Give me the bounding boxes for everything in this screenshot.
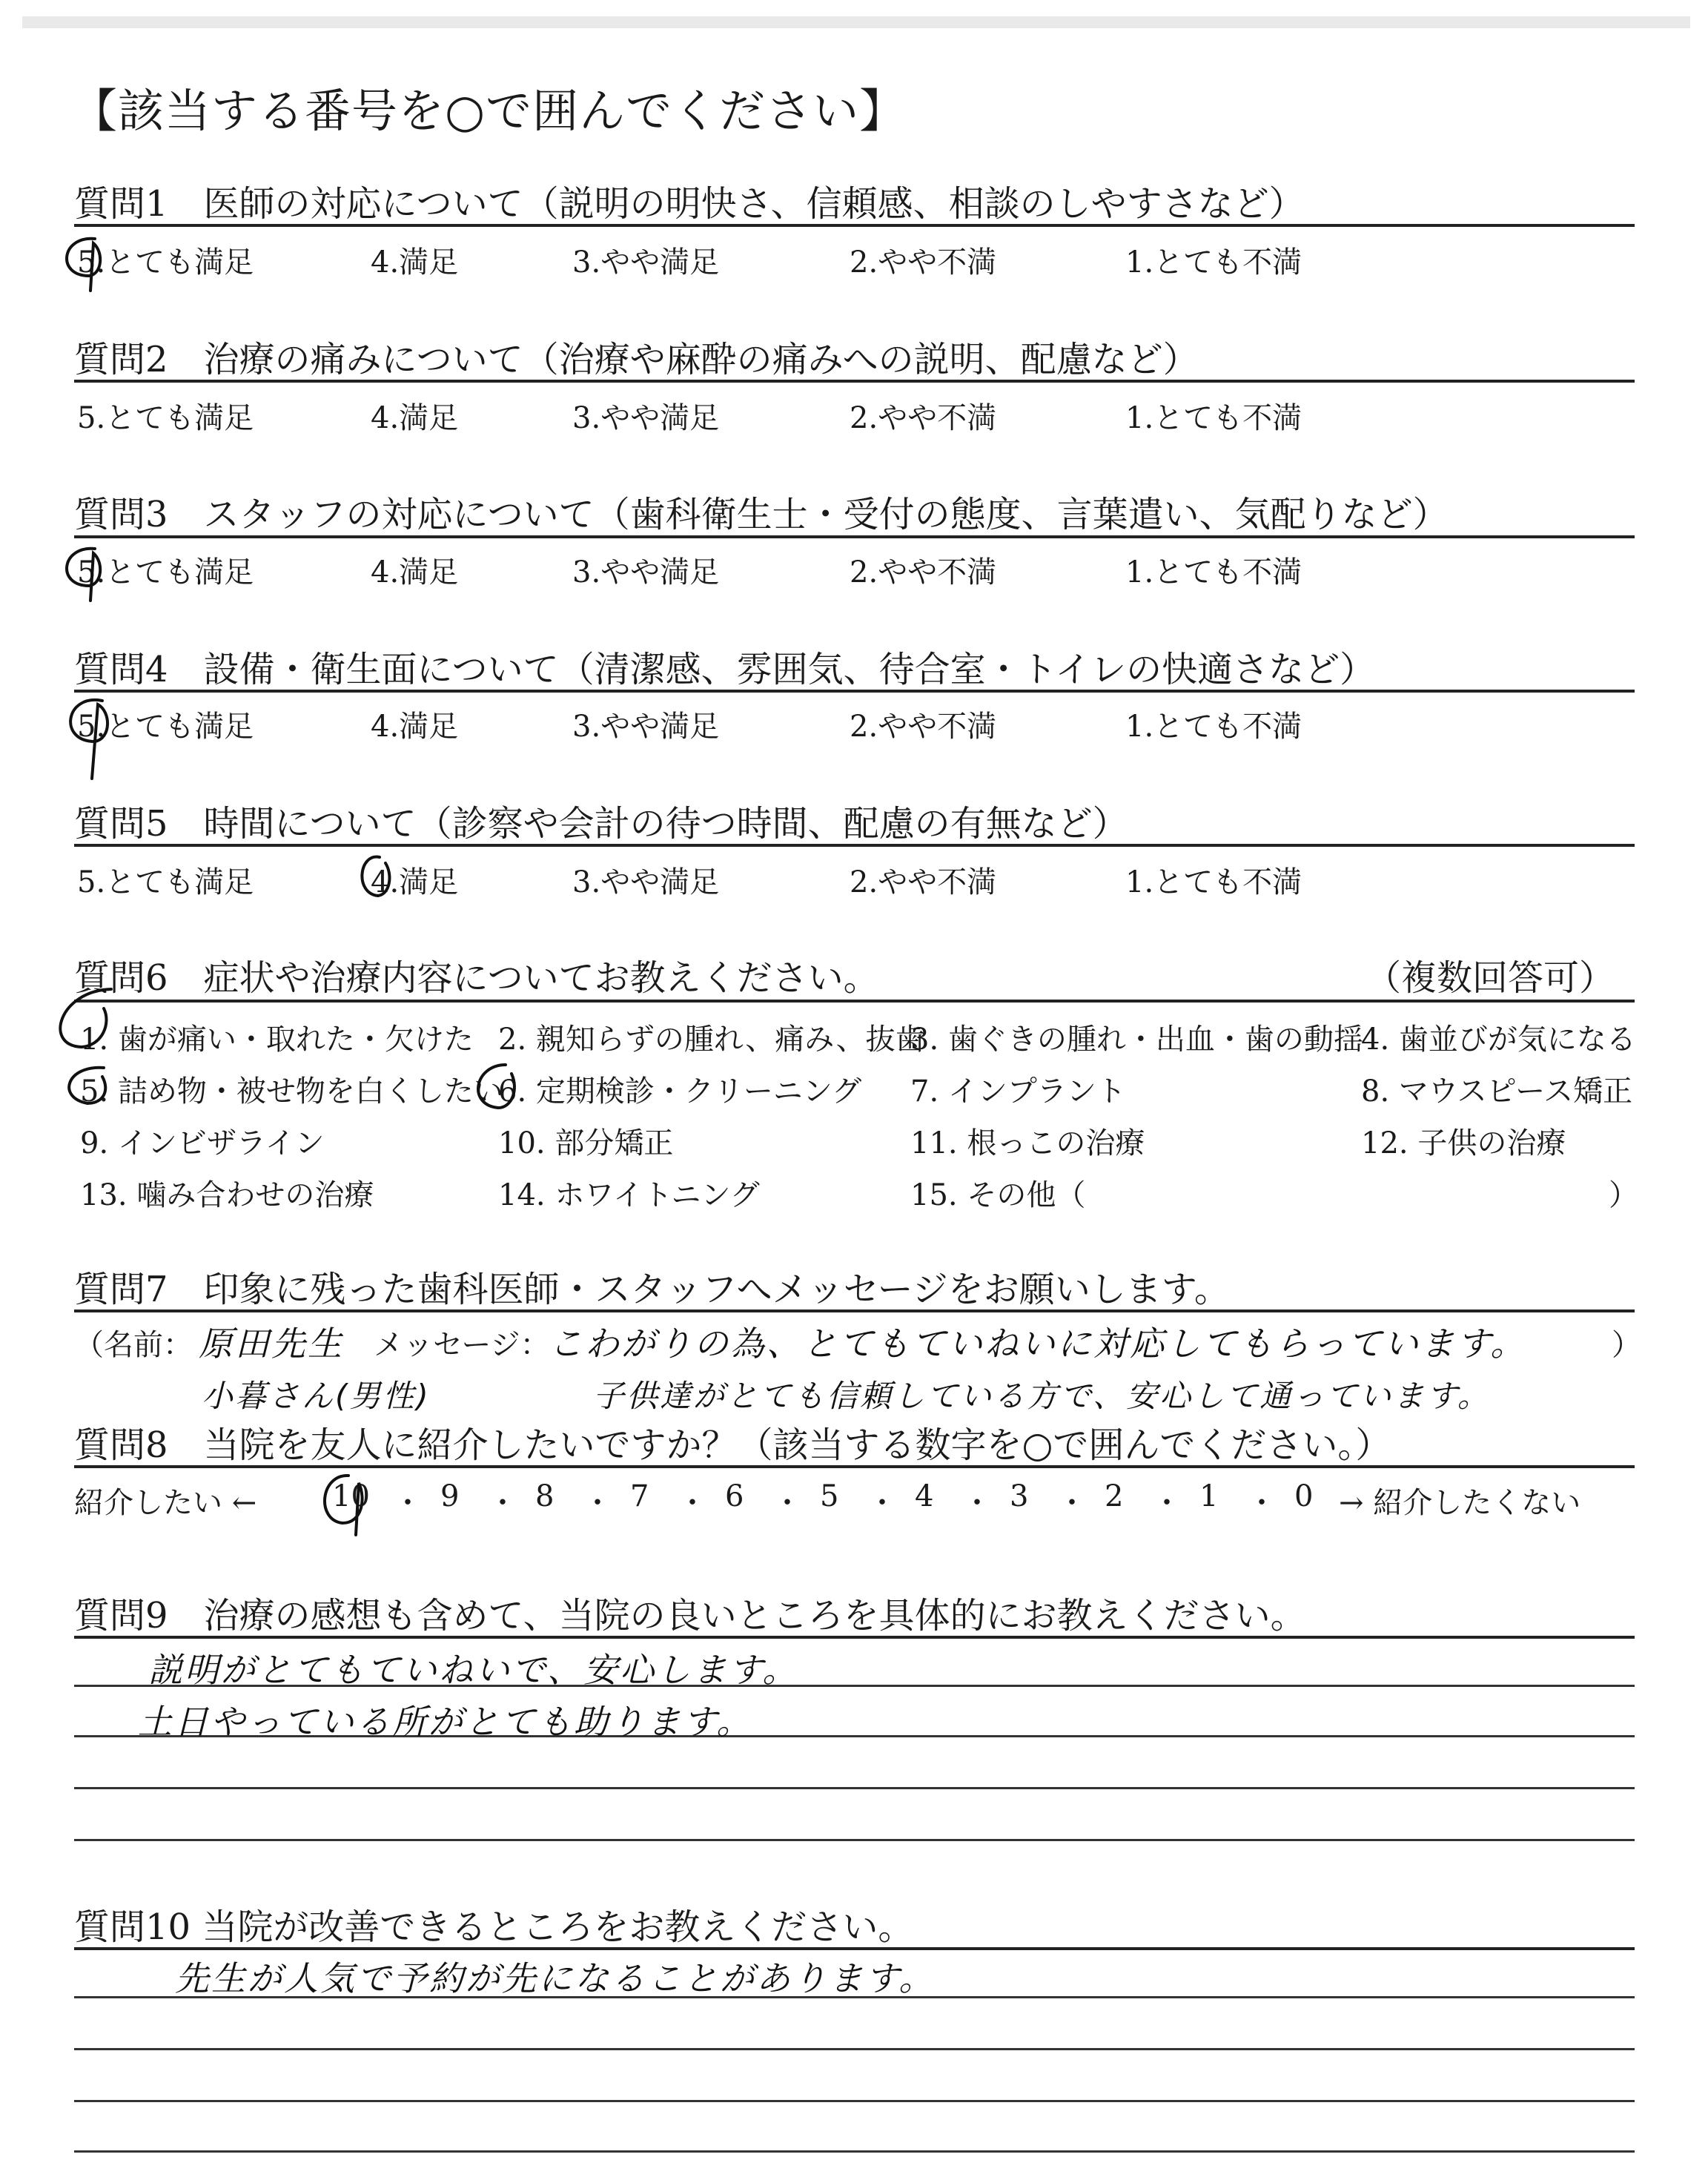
question-6: 質問6 症状や治療内容についてお教えください。 [74,957,879,999]
q7-entry-2-message: 子供達がとても信頼している方で、安心して通っています。 [593,1378,1491,1414]
q8-score-1[interactable]: 1 [1199,1479,1219,1513]
question-8-rule [74,1465,1635,1468]
answer-line [74,1787,1635,1789]
q2-option-2[interactable]: 2.やや不満 [850,401,997,435]
q6-option-7[interactable]: 7. インプラント [910,1074,1126,1109]
q8-score-9[interactable]: 9 [440,1479,460,1513]
q10-answer-line-1: 先生が人気で予約が先になることがあります。 [175,1958,936,1998]
question-4-rule [74,690,1635,693]
q6-option-4[interactable]: 4. 歯並びが気になる [1361,1023,1636,1057]
question-8: 質問8 当院を友人に紹介したいですか？（該当する数字を○で囲んでください。） [74,1424,1391,1466]
q8-dot: ・ [393,1486,423,1520]
q7-entry-1-name: 原田先生 [199,1324,344,1364]
q5-option-3[interactable]: 3.やや満足 [572,865,720,899]
q8-dot: ・ [1247,1486,1277,1520]
question-2: 質問2 治療の痛みについて（治療や麻酔の痛みへの説明、配慮など） [74,339,1199,380]
q8-dot: ・ [678,1486,707,1520]
q2-option-3[interactable]: 3.やや満足 [572,401,720,435]
q6-option-3[interactable]: 3. 歯ぐきの腫れ・出血・歯の動揺 [910,1023,1363,1057]
q8-dot: ・ [772,1486,802,1520]
q1-option-5[interactable]: 5.とても満足 [77,245,254,280]
question-10: 質問10 当院が改善できるところをお教えください。 [74,1906,914,1948]
q3-option-1[interactable]: 1.とても不満 [1125,555,1302,589]
q4-option-4[interactable]: 4.満足 [371,710,459,744]
scan-top-edge [22,16,1690,28]
q3-option-4[interactable]: 4.満足 [371,555,459,589]
q6-option-1[interactable]: 1. 歯が痛い・取れた・欠けた [80,1023,474,1057]
q8-score-6[interactable]: 6 [725,1479,744,1513]
q2-option-4[interactable]: 4.満足 [371,401,459,435]
answer-line [74,2100,1635,2102]
question-1-rule [74,224,1635,227]
q3-option-5[interactable]: 5.とても満足 [77,555,254,589]
answer-line [74,1839,1635,1841]
q8-right-label: → 紹介したくない [1339,1486,1581,1520]
question-6-rule [74,1000,1635,1003]
q8-dot: ・ [1057,1486,1087,1520]
question-9: 質問9 治療の感想も含めて、当院の良いところを具体的にお教えください。 [74,1595,1306,1636]
q4-option-1[interactable]: 1.とても不満 [1125,710,1302,744]
question-9-rule [74,1636,1635,1639]
q6-option-15-close: ） [1609,1178,1638,1212]
question-7-rule [74,1309,1635,1312]
question-7: 質問7 印象に残った歯科医師・スタッフへメッセージをお願いします。 [74,1269,1230,1310]
q6-option-9[interactable]: 9. インビザライン [80,1126,325,1160]
q1-option-2[interactable]: 2.やや不満 [850,245,997,280]
q8-score-2[interactable]: 2 [1105,1479,1124,1513]
q1-option-3[interactable]: 3.やや満足 [572,245,720,280]
question-4: 質問4 設備・衛生面について（清潔感、雰囲気、待合室・トイレの快適さなど） [74,649,1376,690]
question-10-rule [74,1947,1635,1950]
q8-left-label: 紹介したい ← [74,1486,257,1520]
q6-option-5[interactable]: 5. 詰め物・被せ物を白くしたい [80,1074,503,1109]
answer-line [74,2048,1635,2050]
q6-option-10[interactable]: 10. 部分矯正 [498,1126,674,1160]
q9-answer-line-2: 土日やっている所がとても助ります。 [138,1702,753,1742]
q1-option-4[interactable]: 4.満足 [371,245,459,280]
q3-option-3[interactable]: 3.やや満足 [572,555,720,589]
q8-score-10[interactable]: 10 [332,1479,370,1513]
question-3: 質問3 スタッフの対応について（歯科衛生士・受付の態度、言葉遣い、気配りなど） [74,494,1449,535]
q7-message-label: メッセージ： [374,1328,550,1362]
q6-option-11[interactable]: 11. 根っこの治療 [910,1126,1145,1160]
q7-close-paren: ） [1612,1328,1641,1362]
q4-option-5[interactable]: 5.とても満足 [77,710,254,744]
q6-option-12[interactable]: 12. 子供の治療 [1361,1126,1566,1160]
q5-option-2[interactable]: 2.やや不満 [850,865,997,899]
q1-option-1[interactable]: 1.とても不満 [1125,245,1302,280]
q2-option-1[interactable]: 1.とても不満 [1125,401,1302,435]
q9-answer-line-1: 説明がとてもていねいで、安心します。 [148,1650,799,1690]
form-title: 【該当する番号を○で囲んでください】 [71,84,907,138]
q5-option-1[interactable]: 1.とても不満 [1125,865,1302,899]
q7-entry-2-name: 小暮さん(男性) [202,1378,431,1414]
q8-score-0[interactable]: 0 [1294,1479,1314,1513]
question-3-rule [74,535,1635,538]
q8-score-8[interactable]: 8 [535,1479,555,1513]
q5-option-5[interactable]: 5.とても満足 [77,865,254,899]
q3-option-2[interactable]: 2.やや不満 [850,555,997,589]
answer-line [74,2150,1635,2153]
question-2-rule [74,380,1635,383]
q6-option-13[interactable]: 13. 噛み合わせの治療 [80,1178,374,1212]
question-5-rule [74,844,1635,847]
question-5: 質問5 時間について（診察や会計の待つ時間、配慮の有無など） [74,803,1128,845]
q8-score-7[interactable]: 7 [630,1479,649,1513]
question-1: 質問1 医師の対応について（説明の明快さ、信頼感、相談のしやすさなど） [74,183,1305,225]
q7-name-label: （名前： [74,1328,193,1362]
q8-dot: ・ [1152,1486,1182,1520]
q2-option-5[interactable]: 5.とても満足 [77,401,254,435]
q6-option-6[interactable]: 6. 定期検診・クリーニング [498,1074,862,1109]
q8-score-4[interactable]: 4 [915,1479,934,1513]
q8-score-5[interactable]: 5 [820,1479,839,1513]
question-6-note: （複数回答可） [1366,957,1615,999]
q6-option-14[interactable]: 14. ホワイトニング [498,1178,760,1212]
q5-option-4[interactable]: 4.満足 [371,865,459,899]
q6-option-15[interactable]: 15. その他（ [910,1178,1086,1212]
q8-dot: ・ [962,1486,992,1520]
q4-option-2[interactable]: 2.やや不満 [850,710,997,744]
q6-option-2[interactable]: 2. 親知らずの腫れ、痛み、抜歯 [498,1023,925,1057]
q8-dot: ・ [867,1486,897,1520]
q6-option-8[interactable]: 8. マウスピース矯正 [1361,1074,1633,1109]
q7-entry-1-message: こわがりの為、とてもていねいに対応してもらっています。 [549,1324,1527,1364]
q8-dot: ・ [488,1486,517,1520]
q8-dot: ・ [583,1486,612,1520]
q8-score-3[interactable]: 3 [1010,1479,1029,1513]
q4-option-3[interactable]: 3.やや満足 [572,710,720,744]
